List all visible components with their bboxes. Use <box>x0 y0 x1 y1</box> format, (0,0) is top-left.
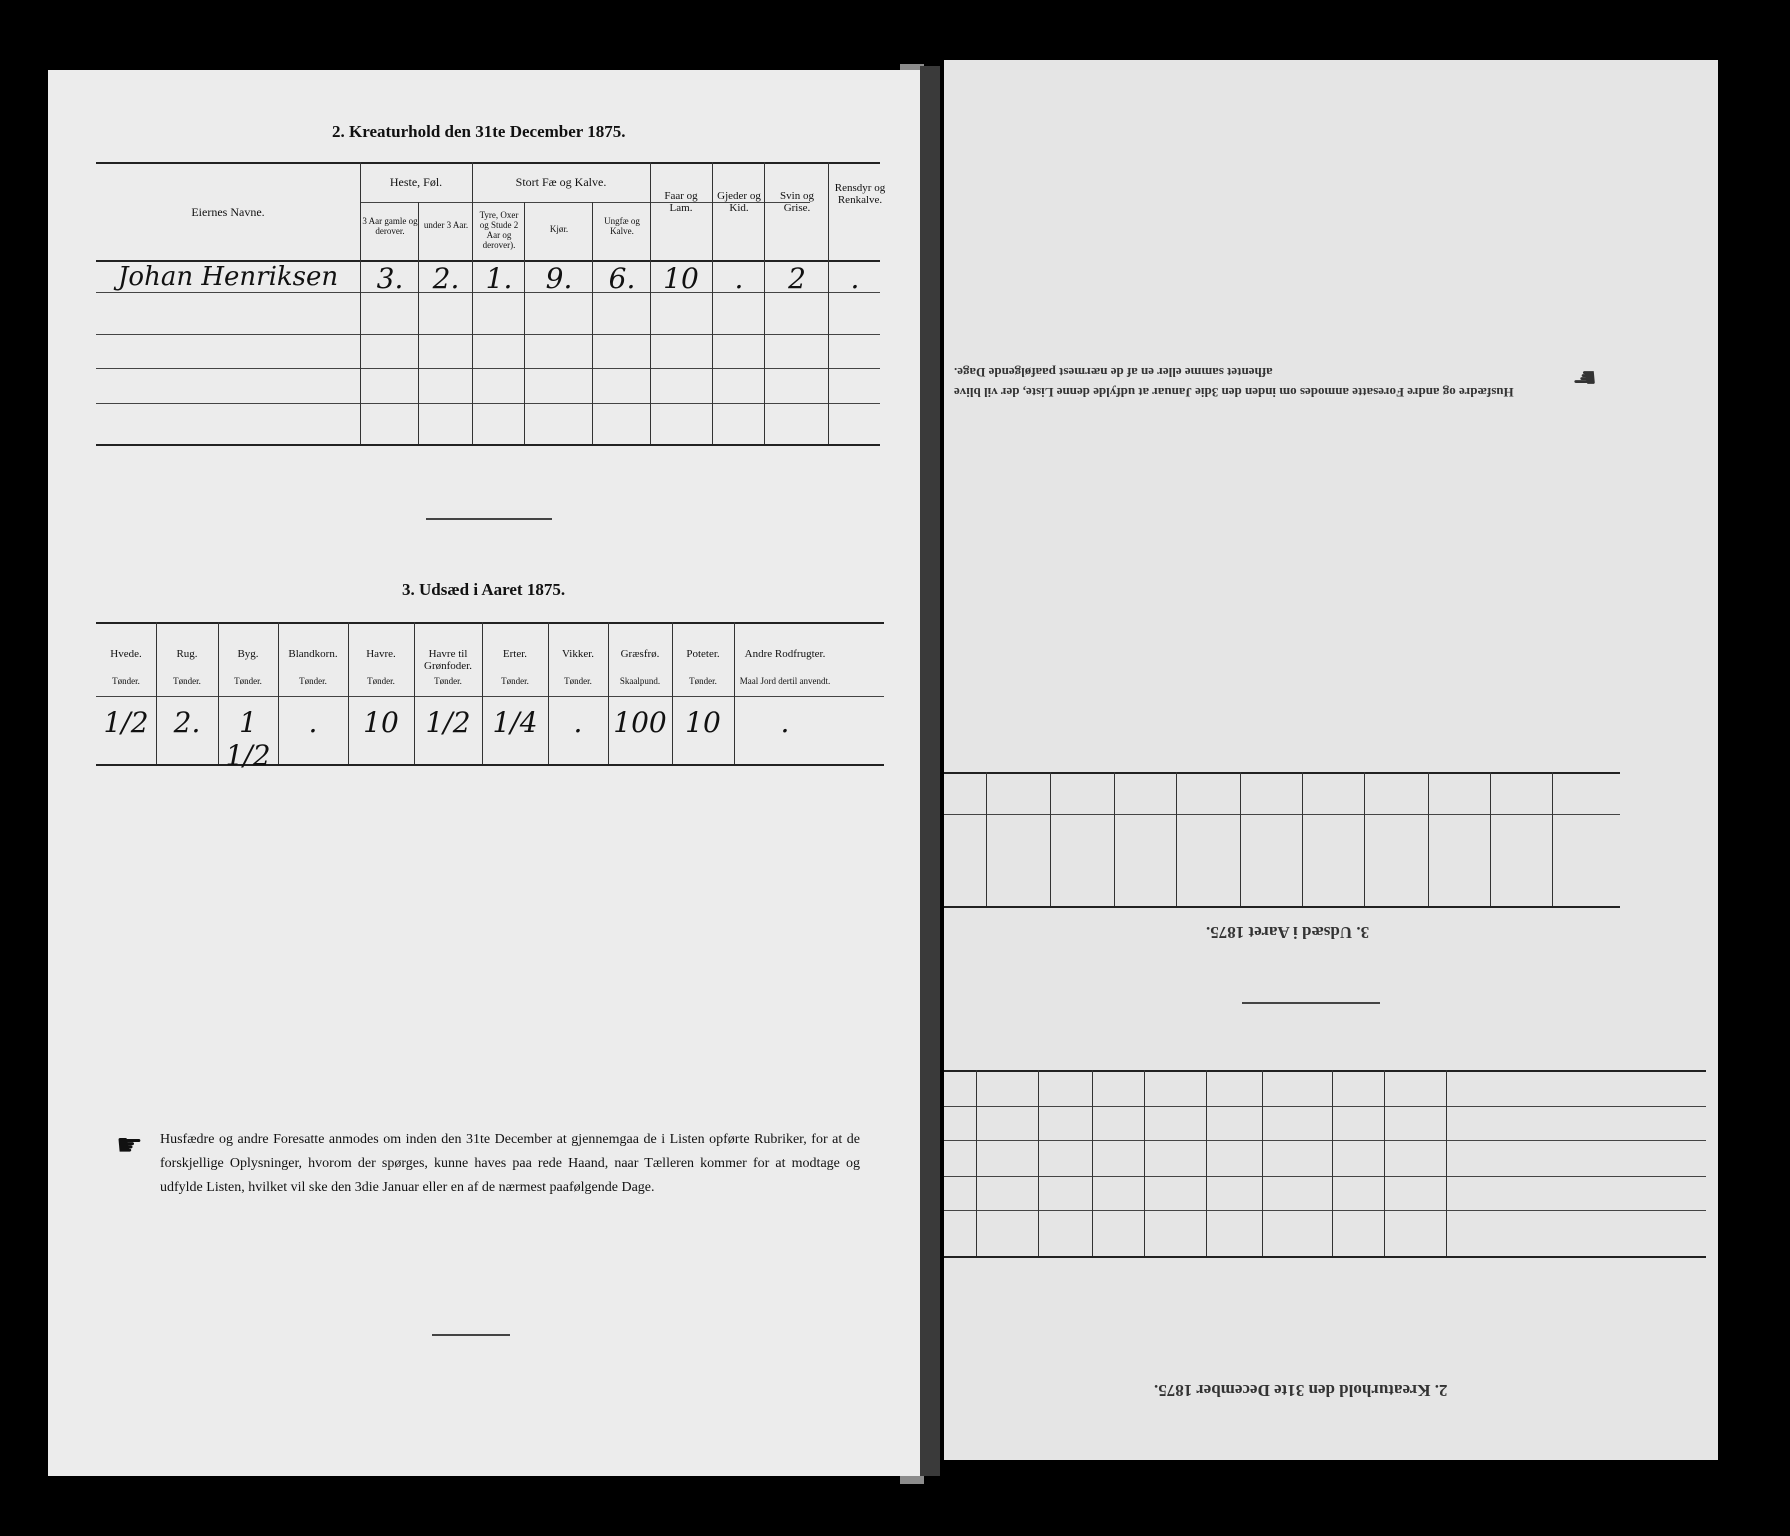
pigs-header: Svin og Grise. <box>780 190 814 214</box>
livestock-title: 2. Kreaturhold den 31te December 1875. <box>332 122 626 141</box>
goats-header: Gjeder og Kid. <box>717 190 761 214</box>
mirrored-seed-col-line <box>1302 772 1303 906</box>
mirrored-row-line <box>944 1106 1706 1107</box>
seed-unit: Skaalpund. <box>619 676 661 686</box>
seed-title: 3. Udsæd i Aaret 1875. <box>402 580 566 599</box>
seed-value: . <box>308 706 318 739</box>
seed-value: 1 1/2 <box>225 706 271 772</box>
row-line <box>96 403 880 404</box>
mirrored-seed-bottom-rule <box>944 906 1620 908</box>
mirrored-seed-col-line <box>1114 772 1115 906</box>
seed-header: Poteter. <box>686 648 720 660</box>
seed-value: . <box>573 706 583 739</box>
seed-unit: Tønder. <box>112 676 140 686</box>
seed-unit: Tønder. <box>689 676 717 686</box>
seed-unit: Tønder. <box>367 676 395 686</box>
seed-value: 100 <box>613 706 667 739</box>
pigs-value: 2 <box>788 262 806 295</box>
pointing-hand-icon: ☛ <box>116 1129 143 1162</box>
seed-header: Blandkorn. <box>288 648 338 660</box>
seed-header: Hvede. <box>110 648 142 660</box>
seed-col-line <box>414 622 415 764</box>
youngstock-header: Ungfæ og Kalve. <box>604 216 640 236</box>
col-line <box>650 162 651 444</box>
row-line <box>96 334 880 335</box>
col-line <box>524 202 525 444</box>
seed-value: 2. <box>173 706 201 739</box>
col-line <box>592 202 593 444</box>
seed-value: 10 <box>685 706 721 739</box>
col-line <box>418 202 419 444</box>
seed-unit: Tønder. <box>234 676 262 686</box>
mirrored-row-line <box>944 1210 1706 1211</box>
mirrored-notice <box>954 362 1554 402</box>
horses-young-header: under 3 Aar. <box>423 220 469 230</box>
col-line <box>764 162 765 444</box>
notice-divider <box>432 1334 510 1336</box>
seed-col-line <box>348 622 349 764</box>
livestock-bottom-rule <box>96 444 880 446</box>
seed-unit: Tønder. <box>501 676 529 686</box>
goats-value: . <box>734 262 744 295</box>
mirrored-livestock-col-line <box>1206 1070 1207 1256</box>
youngstock-value: 6. <box>608 262 636 295</box>
seed-header: Havre til Grønfoder. <box>424 648 472 672</box>
seed-value: 10 <box>363 706 399 739</box>
seed-unit: Tønder. <box>564 676 592 686</box>
cows-value: 9. <box>545 262 573 295</box>
bulls-value: 1. <box>485 262 513 295</box>
row-line <box>96 368 880 369</box>
mirrored-divider <box>1242 1002 1380 1004</box>
sheep-value: 10 <box>663 262 699 295</box>
seed-unit: Tønder. <box>299 676 327 686</box>
seed-value: . <box>780 706 790 739</box>
seed-header: Rug. <box>176 648 198 660</box>
horses-adult-header: 3 Aar gamle og derover. <box>362 216 418 236</box>
mirrored-livestock-col-line <box>1384 1070 1385 1256</box>
col-line <box>828 162 829 444</box>
seed-value: 1/2 <box>425 706 471 739</box>
seed-col-line <box>278 622 279 764</box>
owner-name: Johan Henriksen <box>118 262 339 292</box>
seed-header: Andre Rodfrugter. <box>744 648 826 660</box>
seed-header: Byg. <box>237 648 259 660</box>
mirrored-seed-col-line <box>1490 772 1491 906</box>
owner-header: Eiernes Navne. <box>191 205 265 219</box>
mirrored-seed-col-line <box>1552 772 1553 906</box>
cows-header: Kjør. <box>549 224 569 234</box>
mirrored-seed-col-line <box>1364 772 1365 906</box>
section-divider <box>426 518 552 520</box>
mirrored-row-line <box>944 1176 1706 1177</box>
mirrored-livestock-bottom-rule <box>944 1256 1706 1258</box>
seed-header: Havre. <box>366 648 396 660</box>
mirrored-seed-title: 3. Udsæd i Aaret 1875. <box>1206 923 1370 942</box>
bulls-header: Tyre, Oxer og Stude 2 Aar og derover). <box>479 210 519 250</box>
seed-header: Græsfrø. <box>620 648 660 660</box>
mirrored-pointing-hand-icon: ☛ <box>1572 361 1598 392</box>
seed-col-line <box>156 622 157 764</box>
cattle-group-header: Stort Fæ og Kalve. <box>515 175 607 189</box>
reindeer-header: Rensdyr og Renkalve. <box>834 182 886 206</box>
seed-col-line <box>672 622 673 764</box>
col-line <box>712 162 713 444</box>
mirrored-notice-line: Husfædre og andre Foresatte anmodes om inden den 3die Januar at udfylde denne Liste, der vil blive <box>954 385 1514 400</box>
seed-value: 1/4 <box>492 706 538 739</box>
left-page <box>48 70 920 1476</box>
book-gutter <box>920 66 940 1476</box>
right-page <box>944 60 1718 1460</box>
livestock-top-rule <box>96 162 880 164</box>
mirrored-seed-col-line <box>1176 772 1177 906</box>
seed-header-rule <box>96 696 884 697</box>
seed-col-line <box>482 622 483 764</box>
mirrored-livestock-col-line <box>976 1070 977 1256</box>
mirrored-seed-top-rule <box>944 772 1620 774</box>
seed-unit: Maal Jord dertil anvendt. <box>739 676 831 686</box>
mirrored-livestock-col-line <box>1332 1070 1333 1256</box>
reindeer-value: . <box>850 262 860 295</box>
seed-header: Erter. <box>502 648 528 660</box>
seed-unit: Tønder. <box>173 676 201 686</box>
mirrored-seed-col-line <box>1428 772 1429 906</box>
seed-top-rule <box>96 622 884 624</box>
mirrored-livestock-col-line <box>1262 1070 1263 1256</box>
seed-unit: Tønder. <box>434 676 462 686</box>
mirrored-notice-line: afhentet samme eller en af de nærmest paafølgende Dage. <box>954 365 1273 380</box>
seed-col-line <box>548 622 549 764</box>
mirrored-seed-col-line <box>1050 772 1051 906</box>
mirrored-seed-rule <box>944 814 1620 815</box>
sheep-header: Faar og Lam. <box>664 190 698 214</box>
mirrored-seed-col-line <box>986 772 987 906</box>
horses-group-header: Heste, Føl. <box>389 175 443 189</box>
col-line <box>472 162 473 444</box>
mirrored-livestock-top-rule <box>944 1070 1706 1072</box>
horses-young-value: 2. <box>432 262 460 295</box>
mirrored-livestock-col-line <box>1446 1070 1447 1256</box>
col-line <box>360 162 361 444</box>
seed-bottom-rule <box>96 764 884 766</box>
seed-col-line <box>734 622 735 764</box>
seed-col-line <box>608 622 609 764</box>
seed-value: 1/2 <box>103 706 149 739</box>
notice-text: Husfædre og andre Foresatte anmodes om inden den 31te December at gjennemgaa de i Listen opførte Rubriker, for at de forskjellige Oplysninger, hvorom der spørges, kunne haves paa rede Haand, naar Tælleren kommer for at modtage og udfylde Listen, hvilket vil ske den 3die Januar eller en af de nærmest paafølgende Dage. <box>160 1132 860 1195</box>
mirrored-seed-col-line <box>1240 772 1241 906</box>
seed-header: Vikker. <box>561 648 595 660</box>
mirrored-livestock-col-line <box>1038 1070 1039 1256</box>
mirrored-livestock-col-line <box>1092 1070 1093 1256</box>
mirrored-row-line <box>944 1140 1706 1141</box>
horses-adult-value: 3. <box>376 262 404 295</box>
mirrored-livestock-col-line <box>1144 1070 1145 1256</box>
mirrored-livestock-title: 2. Kreaturhold den 31te December 1875. <box>1154 1381 1448 1400</box>
